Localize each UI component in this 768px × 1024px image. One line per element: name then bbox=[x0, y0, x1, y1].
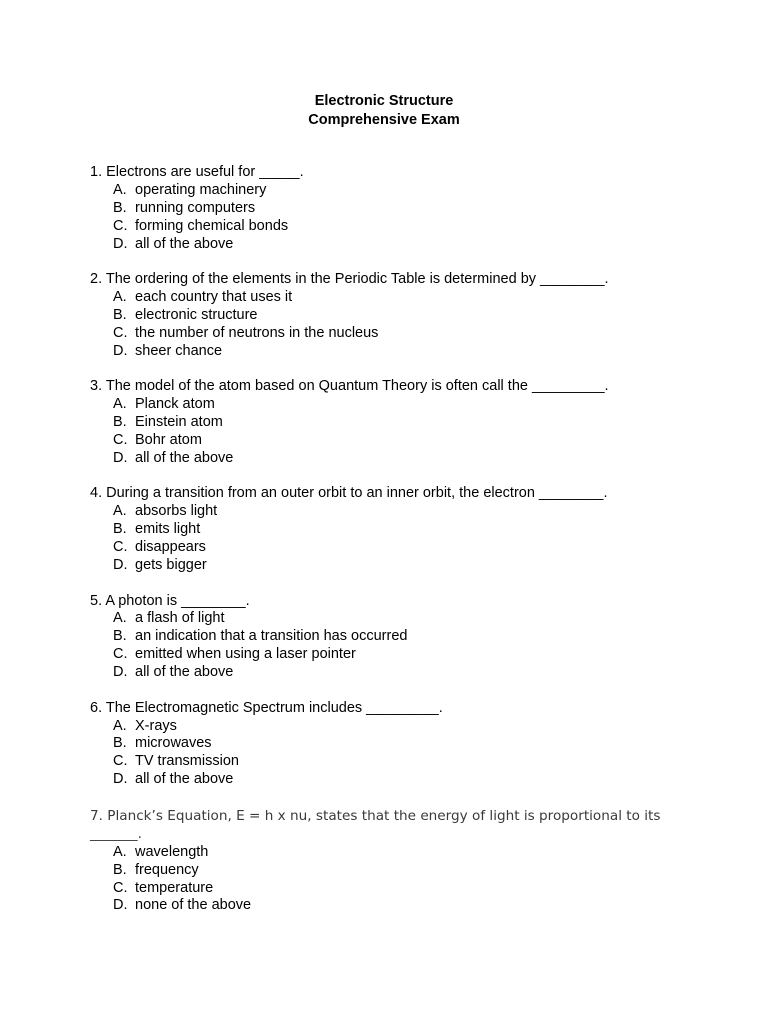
option-letter: D. bbox=[113, 664, 128, 681]
question-5-options bbox=[90, 610, 690, 682]
option-text: wavelength bbox=[135, 843, 209, 860]
option-letter: C. bbox=[113, 431, 128, 448]
question-3-option-b bbox=[90, 414, 690, 432]
option-letter: C. bbox=[113, 217, 128, 234]
option-letter: A. bbox=[113, 396, 127, 413]
option-text: the number of neutrons in the nucleus bbox=[135, 324, 379, 341]
option-letter: B. bbox=[113, 199, 127, 216]
option-letter: D. bbox=[113, 235, 128, 252]
option-letter: D. bbox=[113, 342, 128, 359]
title-line-1: Electronic Structure bbox=[314, 93, 454, 109]
question-3-option-a bbox=[90, 396, 690, 414]
option-letter: D. bbox=[113, 449, 128, 466]
option-text: a flash of light bbox=[135, 610, 225, 627]
option-text: microwaves bbox=[135, 735, 212, 752]
question-7-option-b bbox=[90, 862, 690, 880]
option-letter: C. bbox=[113, 753, 128, 770]
option-text: none of the above bbox=[135, 897, 252, 914]
question-list bbox=[90, 164, 690, 933]
question-6-stem: 6. The Electromagnetic Spectrum includes _________. bbox=[90, 699, 443, 716]
option-text: each country that uses it bbox=[135, 289, 293, 306]
question-5-option-a bbox=[90, 610, 690, 628]
question-6-option-c bbox=[90, 753, 690, 771]
option-letter: B. bbox=[113, 521, 127, 538]
question-3-option-c bbox=[90, 432, 690, 450]
option-text: all of the above bbox=[135, 235, 234, 252]
question-1 bbox=[90, 164, 690, 254]
option-text: TV transmission bbox=[135, 753, 239, 770]
question-4-option-b bbox=[90, 521, 690, 539]
option-text: all of the above bbox=[135, 664, 234, 681]
question-2-stem: 2. The ordering of the elements in the Periodic Table is determined by ________. bbox=[90, 271, 609, 288]
question-6-option-d bbox=[90, 771, 690, 789]
option-letter: B. bbox=[113, 628, 127, 645]
option-text: emits light bbox=[135, 521, 201, 538]
option-letter: B. bbox=[113, 735, 127, 752]
question-7-option-c bbox=[90, 880, 690, 898]
question-4-option-d bbox=[90, 557, 690, 575]
option-letter: A. bbox=[113, 610, 127, 627]
question-4-option-c bbox=[90, 539, 690, 557]
option-letter: C. bbox=[113, 879, 128, 896]
option-letter: C. bbox=[113, 646, 128, 663]
option-text: gets bigger bbox=[135, 557, 207, 573]
question-3-options bbox=[90, 396, 690, 468]
question-3-option-d bbox=[90, 450, 690, 468]
question-7 bbox=[90, 807, 690, 916]
option-letter: D. bbox=[113, 897, 128, 914]
option-text: operating machinery bbox=[135, 181, 267, 198]
option-text: frequency bbox=[135, 861, 199, 878]
option-text: sheer chance bbox=[135, 342, 223, 359]
question-4-stem: 4. During a transition from an outer orbit to an inner orbit, the electron ________. bbox=[90, 485, 608, 502]
question-4-options bbox=[90, 503, 690, 575]
option-text: X-rays bbox=[135, 717, 177, 734]
option-letter: A. bbox=[113, 717, 127, 734]
question-5-option-d bbox=[90, 664, 690, 682]
question-1-stem: 1. Electrons are useful for _____. bbox=[90, 164, 304, 180]
question-1-option-c bbox=[90, 218, 690, 236]
option-letter: A. bbox=[113, 503, 127, 520]
question-7-options bbox=[90, 844, 690, 916]
question-7-option-a bbox=[90, 844, 690, 862]
question-6-option-b bbox=[90, 735, 690, 753]
option-letter: A. bbox=[113, 181, 127, 198]
question-1-option-b bbox=[90, 200, 690, 218]
question-6-option-a bbox=[90, 718, 690, 736]
exam-title bbox=[0, 92, 768, 130]
question-2 bbox=[90, 271, 690, 361]
question-2-option-a bbox=[90, 289, 690, 307]
option-text: absorbs light bbox=[135, 503, 218, 520]
option-letter: C. bbox=[113, 539, 128, 556]
option-text: electronic structure bbox=[135, 306, 258, 323]
question-5 bbox=[90, 593, 690, 683]
option-text: running computers bbox=[135, 199, 256, 216]
option-text: Bohr atom bbox=[135, 431, 202, 448]
title-line-2: Comprehensive Exam bbox=[308, 112, 460, 128]
option-letter: B. bbox=[113, 414, 127, 431]
question-5-option-b bbox=[90, 628, 690, 646]
option-text: Planck atom bbox=[135, 396, 215, 413]
question-7-option-d bbox=[90, 897, 690, 915]
option-letter: D. bbox=[113, 771, 128, 788]
question-1-option-d bbox=[90, 236, 690, 254]
option-letter: C. bbox=[113, 324, 128, 341]
option-text: an indication that a transition has occurred bbox=[135, 628, 408, 645]
question-2-option-d bbox=[90, 343, 690, 361]
option-text: temperature bbox=[135, 879, 214, 896]
option-letter: B. bbox=[113, 861, 127, 878]
option-text: forming chemical bonds bbox=[135, 217, 289, 234]
question-1-option-a bbox=[90, 182, 690, 200]
question-1-options bbox=[90, 182, 690, 254]
question-2-options bbox=[90, 289, 690, 361]
option-text: all of the above bbox=[135, 449, 234, 466]
question-6 bbox=[90, 700, 690, 790]
option-text: emitted when using a laser pointer bbox=[135, 646, 356, 663]
option-text: Einstein atom bbox=[135, 414, 223, 431]
question-2-option-c bbox=[90, 325, 690, 343]
question-4-option-a bbox=[90, 503, 690, 521]
question-7-stem: 7. Planck’s Equation, E = h x nu, states that the energy of light is proportional to its _______. bbox=[90, 807, 665, 843]
question-3-stem: 3. The model of the atom based on Quantum Theory is often call the _________. bbox=[90, 378, 609, 395]
question-5-option-c bbox=[90, 646, 690, 664]
option-text: all of the above bbox=[135, 771, 234, 788]
question-6-options bbox=[90, 718, 690, 790]
question-3 bbox=[90, 378, 690, 468]
option-letter: D. bbox=[113, 557, 128, 573]
option-letter: A. bbox=[113, 843, 127, 860]
question-4 bbox=[90, 485, 690, 575]
question-5-stem: 5. A photon is ________. bbox=[90, 592, 250, 609]
option-text: disappears bbox=[135, 539, 206, 556]
option-letter: A. bbox=[113, 289, 127, 306]
option-letter: B. bbox=[113, 306, 127, 323]
question-2-option-b bbox=[90, 307, 690, 325]
